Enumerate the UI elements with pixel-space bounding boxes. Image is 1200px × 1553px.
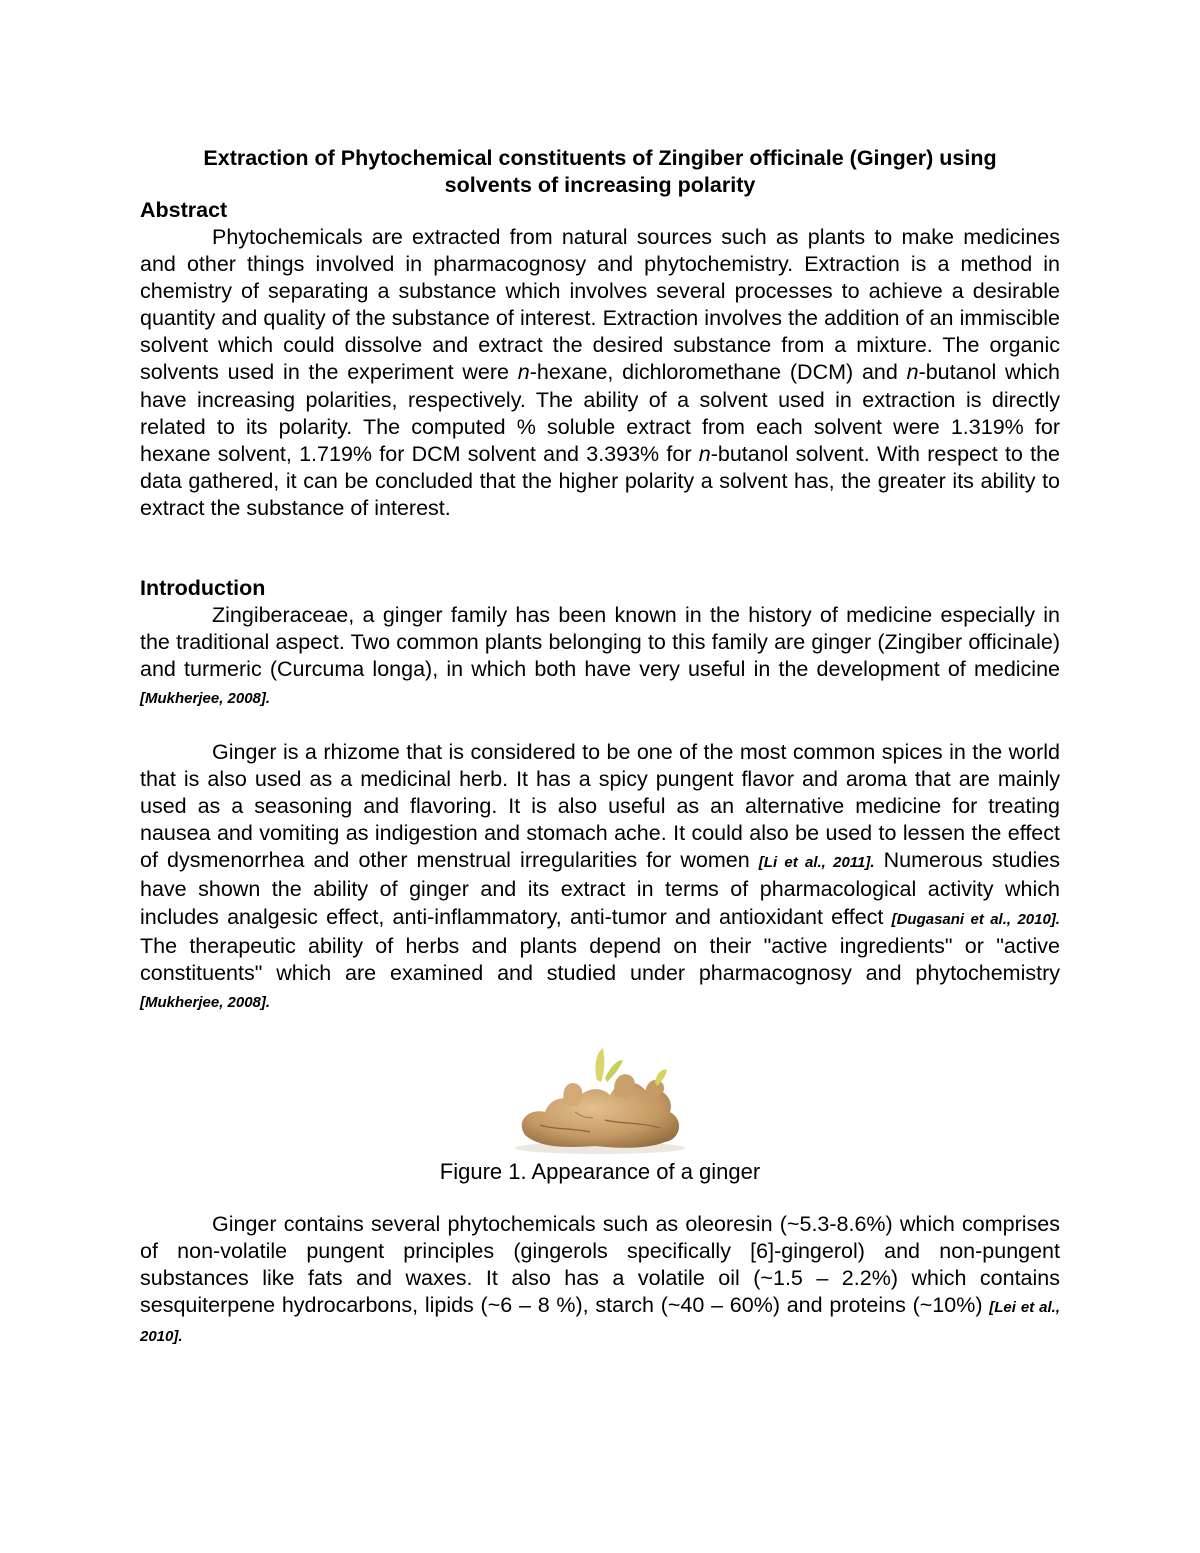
italic-n-1: n (517, 360, 530, 385)
intro-paragraph-3 (140, 1211, 1060, 1350)
citation: [Mukherjee, 2008]. (140, 993, 271, 1011)
citation: [Mukherjee, 2008]. (140, 690, 271, 708)
abstract-paragraph (140, 224, 1060, 522)
intro-p2-text-a: Ginger is a rhizome that is considered to be one of the most common spices in the world that is also used as a medicinal herb. It has a spicy pungent flavor and aroma that are mainly used as a seasoning and flavoring. It is also useful as an alternative medicine for treating nausea and vomiting as indigestion and stomach ache. It could also be used to lessen the effect of dysmenorrhea and other menstrual irregularities for women (140, 740, 1060, 873)
introduction-heading: Introduction (140, 576, 266, 600)
abstract-text-1: Phytochemicals are extracted from natural sources such as plants to make medicines and other things involved in pharmacognosy and phytochemistry. Extraction is a method in chemistry of separating a substance which involves several processes to achieve a desirable quantity and quality of the substance of interest. Extraction involves the addition of an immiscible solvent which could dissolve and extract the desired substance from a mixture. The organic solvents used in the experiment were (140, 225, 1060, 385)
intro-paragraph-1 (140, 602, 1060, 712)
abstract-text-2: -hexane, dichloromethane (DCM) and (529, 360, 907, 385)
italic-n-3: n (698, 441, 711, 466)
paper-title (140, 145, 1060, 199)
intro-p2-text-b: Numerous studies have shown the ability of ginger and its extract in terms of pharmacological activity which includes analgesic effect, anti-inflammatory, anti-tumor and antioxidant effect (140, 848, 1060, 929)
ginger-figure-image (505, 1040, 695, 1155)
title-line-2: solvents of increasing polarity (444, 173, 756, 197)
intro-paragraph-2 (140, 739, 1060, 1016)
intro-p1-text: Zingiberaceae, a ginger family has been known in the history of medicine especially in the traditional aspect. Two common plants belonging to this family are ginger (Zingiber officinale) and turmeric (Curcuma longa), in which both have very useful in the development of medicine (140, 603, 1060, 682)
abstract-text-3: -butanol which have increasing polarities, respectively. The ability of a solvent used in extraction is directly related to its polarity. The computed % soluble extract from each solvent were 1.319% for hexane solvent, 1.719% for DCM solvent and 3.393% for (140, 360, 1061, 466)
figure-caption: Figure 1. Appearance of a ginger (439, 1159, 761, 1184)
intro-p2-text-c: The therapeutic ability of herbs and plants depend on their "active ingredients" or "active constituents" which are examined and studied under pharmacognosy and phytochemistry (140, 933, 1060, 985)
italic-n-2: n (906, 360, 919, 385)
abstract-heading: Abstract (140, 198, 228, 222)
citation: [Lei et al., 2010]. (140, 1299, 1060, 1346)
intro-p3-text: Ginger contains several phytochemicals such as oleoresin (~5.3-8.6%) which comprises of non-volatile pungent principles (gingerols specifically [6]-gingerol) and non-pungent substances like fats and waxes. It also has a volatile oil (~1.5 – 2.2%) which contains sesquiterpene hydrocarbons, lipids (~6 – 8 %), starch (~40 – 60%) and proteins (~10%) (140, 1212, 1060, 1318)
citation: [Dugasani et al., 2010]. (891, 910, 1060, 928)
citation: [Li et al., 2011]. (758, 854, 875, 872)
abstract-text-4: -butanol solvent. With respect to the data gathered, it can be concluded that the higher polarity a solvent has, the greater its ability to extract the substance of interest. (140, 441, 1060, 520)
title-line-1: Extraction of Phytochemical constituents of Zingiber officinale (Ginger) using (203, 146, 997, 170)
